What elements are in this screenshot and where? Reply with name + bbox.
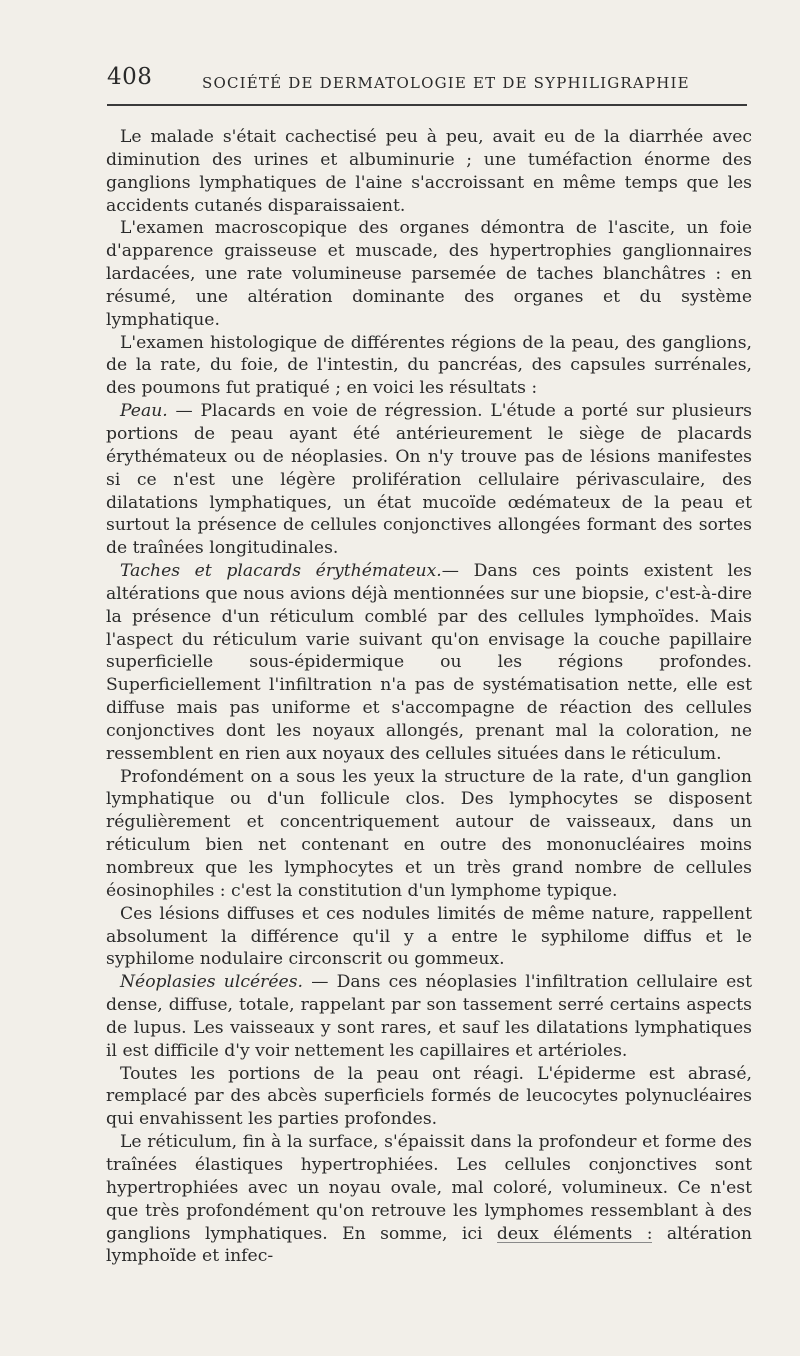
page-header xyxy=(107,60,747,100)
paragraph-3 xyxy=(106,332,752,401)
paragraph-taches xyxy=(106,560,752,766)
footer-rule xyxy=(497,1242,652,1243)
paragraph-text: Le réticulum, fin à la surface, s'épaissit dans la profondeur et forme des traînées élastiques hypertrophiées. Les cellules conjonctives sont hypertrophiées avec un noyau ovale, mal coloré, volumineux. Ce n'est que très profondément qu'on retrouve les lymphomes ressemblant à des ganglions lymphatiques. En somme, ici deux éléments : altération lymphoïde et infec- xyxy=(106,1132,752,1267)
paragraph-10 xyxy=(106,1131,752,1268)
paragraph-text: Toutes les portions de la peau ont réagi. L'épiderme est abrasé, remplacé par des abcès superficiels formés de leucocytes polynucléaires qui envahissent les parties profondes. xyxy=(106,1063,752,1130)
paragraph-7 xyxy=(106,903,752,972)
paragraph-text: L'examen macroscopique des organes démontra de l'ascite, un foie d'apparence graisseuse et muscade, des hypertrophies ganglionnaires lardacées, une rate volumineuse parsemée de taches blanchâtres : en résumé, une altération dominante des organes et du système lymphatique. xyxy=(106,218,752,330)
paragraph-6 xyxy=(106,766,752,903)
header-rule xyxy=(107,104,747,106)
page-number: 408 xyxy=(107,64,153,90)
paragraph-text: Le malade s'était cachectisé peu à peu, avait eu de la diarrhée avec diminution des urines et albuminurie ; une tuméfaction énorme des ganglions lymphatiques de l'aine s'accroissant en même temps que les accidents cutanés disparaissaient. xyxy=(106,127,752,216)
paragraph-1 xyxy=(106,126,752,217)
paragraph-text: L'examen histologique de différentes régions de la peau, des ganglions, de la rate, du foie, de l'intestin, du pancréas, des capsules surrénales, des poumons fut pratiqué ; en voici les résultats : xyxy=(106,332,752,399)
paragraph-neoplasies xyxy=(106,971,752,1062)
paragraph-text: Profondément on a sous les yeux la structure de la rate, d'un ganglion lymphatique ou d'un follicule clos. Des lymphocytes se disposent régulièrement et concentriquement autour de vaisseaux, dans un réticulum bien net contenant en outre des mononucléaires moins nombreux que les lymphocytes et un très grand nombre de cellules éosinophiles : c'est la constitution d'un lymphome typique. xyxy=(106,766,752,901)
section-heading-peau: Peau. xyxy=(120,401,168,422)
paragraph-2 xyxy=(106,217,752,331)
paragraph-9 xyxy=(106,1063,752,1132)
paragraph-text: — Dans ces points existent les altérations que nous avions déjà mentionnées sur une biopsie, c'est-à-dire la présence d'un réticulum comblé par des cellules lymphoïdes. Mais l'aspect du réticulum varie suivant qu'on envisage la couche papillaire superficielle sous-épidermique ou les régions profondes. Superficiellement l'infiltration n'a pas de systématisation nette, elle est diffuse mais pas uniforme et s'accompagne de réaction des cellules conjonctives dont les noyaux allongés, prenant mal la coloration, ne ressemblent en rien aux noyaux des cellules situées dans le réticulum. xyxy=(106,561,752,764)
paragraph-text: — Placards en voie de régression. L'étude a porté sur plusieurs portions de peau ayant été antérieurement le siège de placards érythémateux ou de néoplasies. On n'y trouve pas de lésions manifestes si ce n'est une légère prolifération cellulaire périvasculaire, des dilatations lymphatiques, un état mucoïde œdémateux de la peau et surtout la présence de cellules conjonctives allongées formant des sortes de traînées longitudinales. xyxy=(106,401,752,559)
section-heading-taches: Taches et placards érythémateux. xyxy=(120,561,442,582)
running-title: SOCIÉTÉ DE DERMATOLOGIE ET DE SYPHILIGRAPHIE xyxy=(202,74,690,92)
body-text xyxy=(106,126,752,1268)
paragraph-text: Ces lésions diffuses et ces nodules limités de même nature, rappellent absolument la différence qu'il y a entre le syphilome diffus et le syphilome nodulaire circonscrit ou gommeux. xyxy=(106,903,752,970)
paragraph-text: — Dans ces néoplasies l'infiltration cellulaire est dense, diffuse, totale, rappelant par son tassement serré certains aspects de lupus. Les vaisseaux y sont rares, et sauf les dilatations lymphatiques il est difficile d'y voir nettement les capillaires et artérioles. xyxy=(106,972,752,1061)
paragraph-peau xyxy=(106,400,752,560)
section-heading-neoplasies: Néoplasies ulcérées. xyxy=(120,972,304,993)
